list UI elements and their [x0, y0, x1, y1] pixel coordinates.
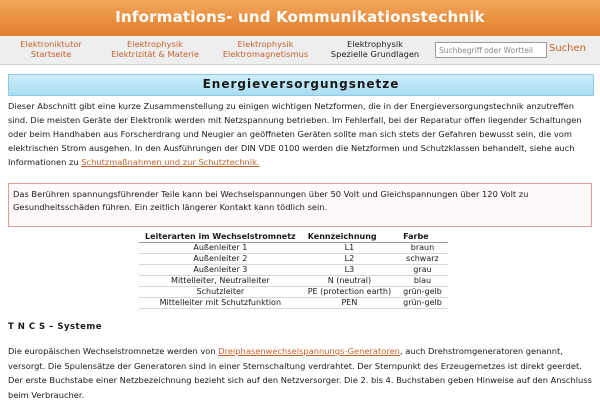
table-cell: grün-gelb [397, 298, 448, 309]
table-cell: Außenleiter 2 [139, 254, 302, 265]
site-title: Informations- und Kommunikationstechnik [115, 8, 485, 26]
conductor-table [139, 231, 448, 309]
warning-box [8, 183, 592, 227]
page-title-bar [8, 74, 594, 96]
table-cell: Mittelleiter, Neutralleiter [139, 276, 302, 287]
search-input[interactable] [435, 42, 547, 58]
nav-item-line2: Spezielle Grundlagen [330, 49, 420, 59]
nav-item-line1: Elektrophysik [237, 39, 294, 49]
table-row [139, 265, 448, 276]
table-cell: grün-gelb [397, 287, 448, 298]
para2-text-after: , auch Drehstromgeneratoren genannt, versorgt. Die Spulensätze der Generatoren sind in einer Sternschaltung verdrahtet. Der Sternpunkt des Erzeugernetzes ist direkt geerdet. Der erste Buchstabe einer Netzbezeichnung bezieht sich auf den Netzversorger. Die 2. bis 4. Buchstaben geben Hinweise auf den Anschluss beim Verbraucher. [8, 346, 592, 400]
search-button[interactable]: Suchen [549, 43, 587, 54]
table-cell: PEN [302, 298, 397, 309]
table-cell: Mittelleiter mit Schutzfunktion [139, 298, 302, 309]
table-cell: L1 [302, 243, 397, 254]
table-cell: blau [397, 276, 448, 287]
nav-item-line1: Elektroniktutor [20, 39, 82, 49]
column-header-leiterarten: Leiterarten im Wechselstromnetz [139, 231, 302, 243]
table-cell: Schutzleiter [139, 287, 302, 298]
table-cell: Außenleiter 1 [139, 243, 302, 254]
nav-item-startseite[interactable] [6, 39, 96, 59]
section-heading: T N C S – Systeme [8, 322, 102, 332]
table-row [139, 243, 448, 254]
table-cell: PE (protection earth) [302, 287, 397, 298]
warning-text: Das Berühren spannungsführender Teile kann bei Wechselspannungen über 50 Volt und Gleichspannungen über 120 Volt zu Gesundheitsschäden führen. Ein zeitlich längerer Kontakt kann tödlich sein. [13, 189, 529, 212]
nav-item-elektrizitaet-materie[interactable] [100, 39, 210, 59]
site-header [0, 0, 600, 36]
tncs-paragraph [8, 344, 592, 402]
table-row [139, 287, 448, 298]
table-cell: L3 [302, 265, 397, 276]
nav-item-elektromagnetismus[interactable] [213, 39, 318, 59]
nav-item-line2: Startseite [30, 49, 72, 59]
table-cell: L2 [302, 254, 397, 265]
table-cell: braun [397, 243, 448, 254]
nav-item-line2: Elektromagnetismus [222, 49, 309, 59]
column-header-farbe: Farbe [397, 231, 448, 243]
table-row [139, 254, 448, 265]
column-header-kennzeichnung: Kennzeichnung [302, 231, 397, 243]
table-row [139, 276, 448, 287]
intro-paragraph [8, 99, 592, 169]
intro-text: Dieser Abschnitt gibt eine kurze Zusammenstellung zu einigen wichtigen Netzformen, die in der Energieversorgungstechnik anzutreffen sind. Die meisten Geräte der Elektronik werden mit Netzspannung betrieben. Im Fehlerfall, bei der Reparatur offen liegender Schaltungen oder beim Handhaben aus Forscherdrang und Neugier an geöffneten Geräten sollte man sich stets der Gefahren bewusst sein, die vom elektrischen Strom ausgehen. In den Ausführungen der DIN VDE 0100 werden die Netzformen und Schutzklassen behandelt, siehe auch Informationen zu [8, 101, 582, 167]
table-cell: N (neutral) [302, 276, 397, 287]
nav-item-spezielle-grundlagen[interactable] [320, 39, 430, 59]
table-header-row [139, 231, 448, 243]
table-cell: schwarz [397, 254, 448, 265]
generatoren-link[interactable]: Dreiphasenwechselspannungs-Generatoren [218, 346, 400, 356]
para2-text-before: Die europäischen Wechselstromnetze werden von [8, 346, 219, 356]
nav-item-line1: Elektrophysik [347, 39, 403, 49]
schutzmassnahmen-link[interactable]: Schutzmaßnahmen und zur Schutztechnik. [81, 157, 260, 167]
nav-item-line1: Elektrophysik [127, 39, 183, 49]
page-title: Energieversorgungsnetze [202, 77, 400, 91]
table-cell: grau [397, 265, 448, 276]
table-row [139, 298, 448, 309]
table-cell: Außenleiter 3 [139, 265, 302, 276]
nav-item-line2: Elektrizität & Materie [111, 49, 199, 59]
